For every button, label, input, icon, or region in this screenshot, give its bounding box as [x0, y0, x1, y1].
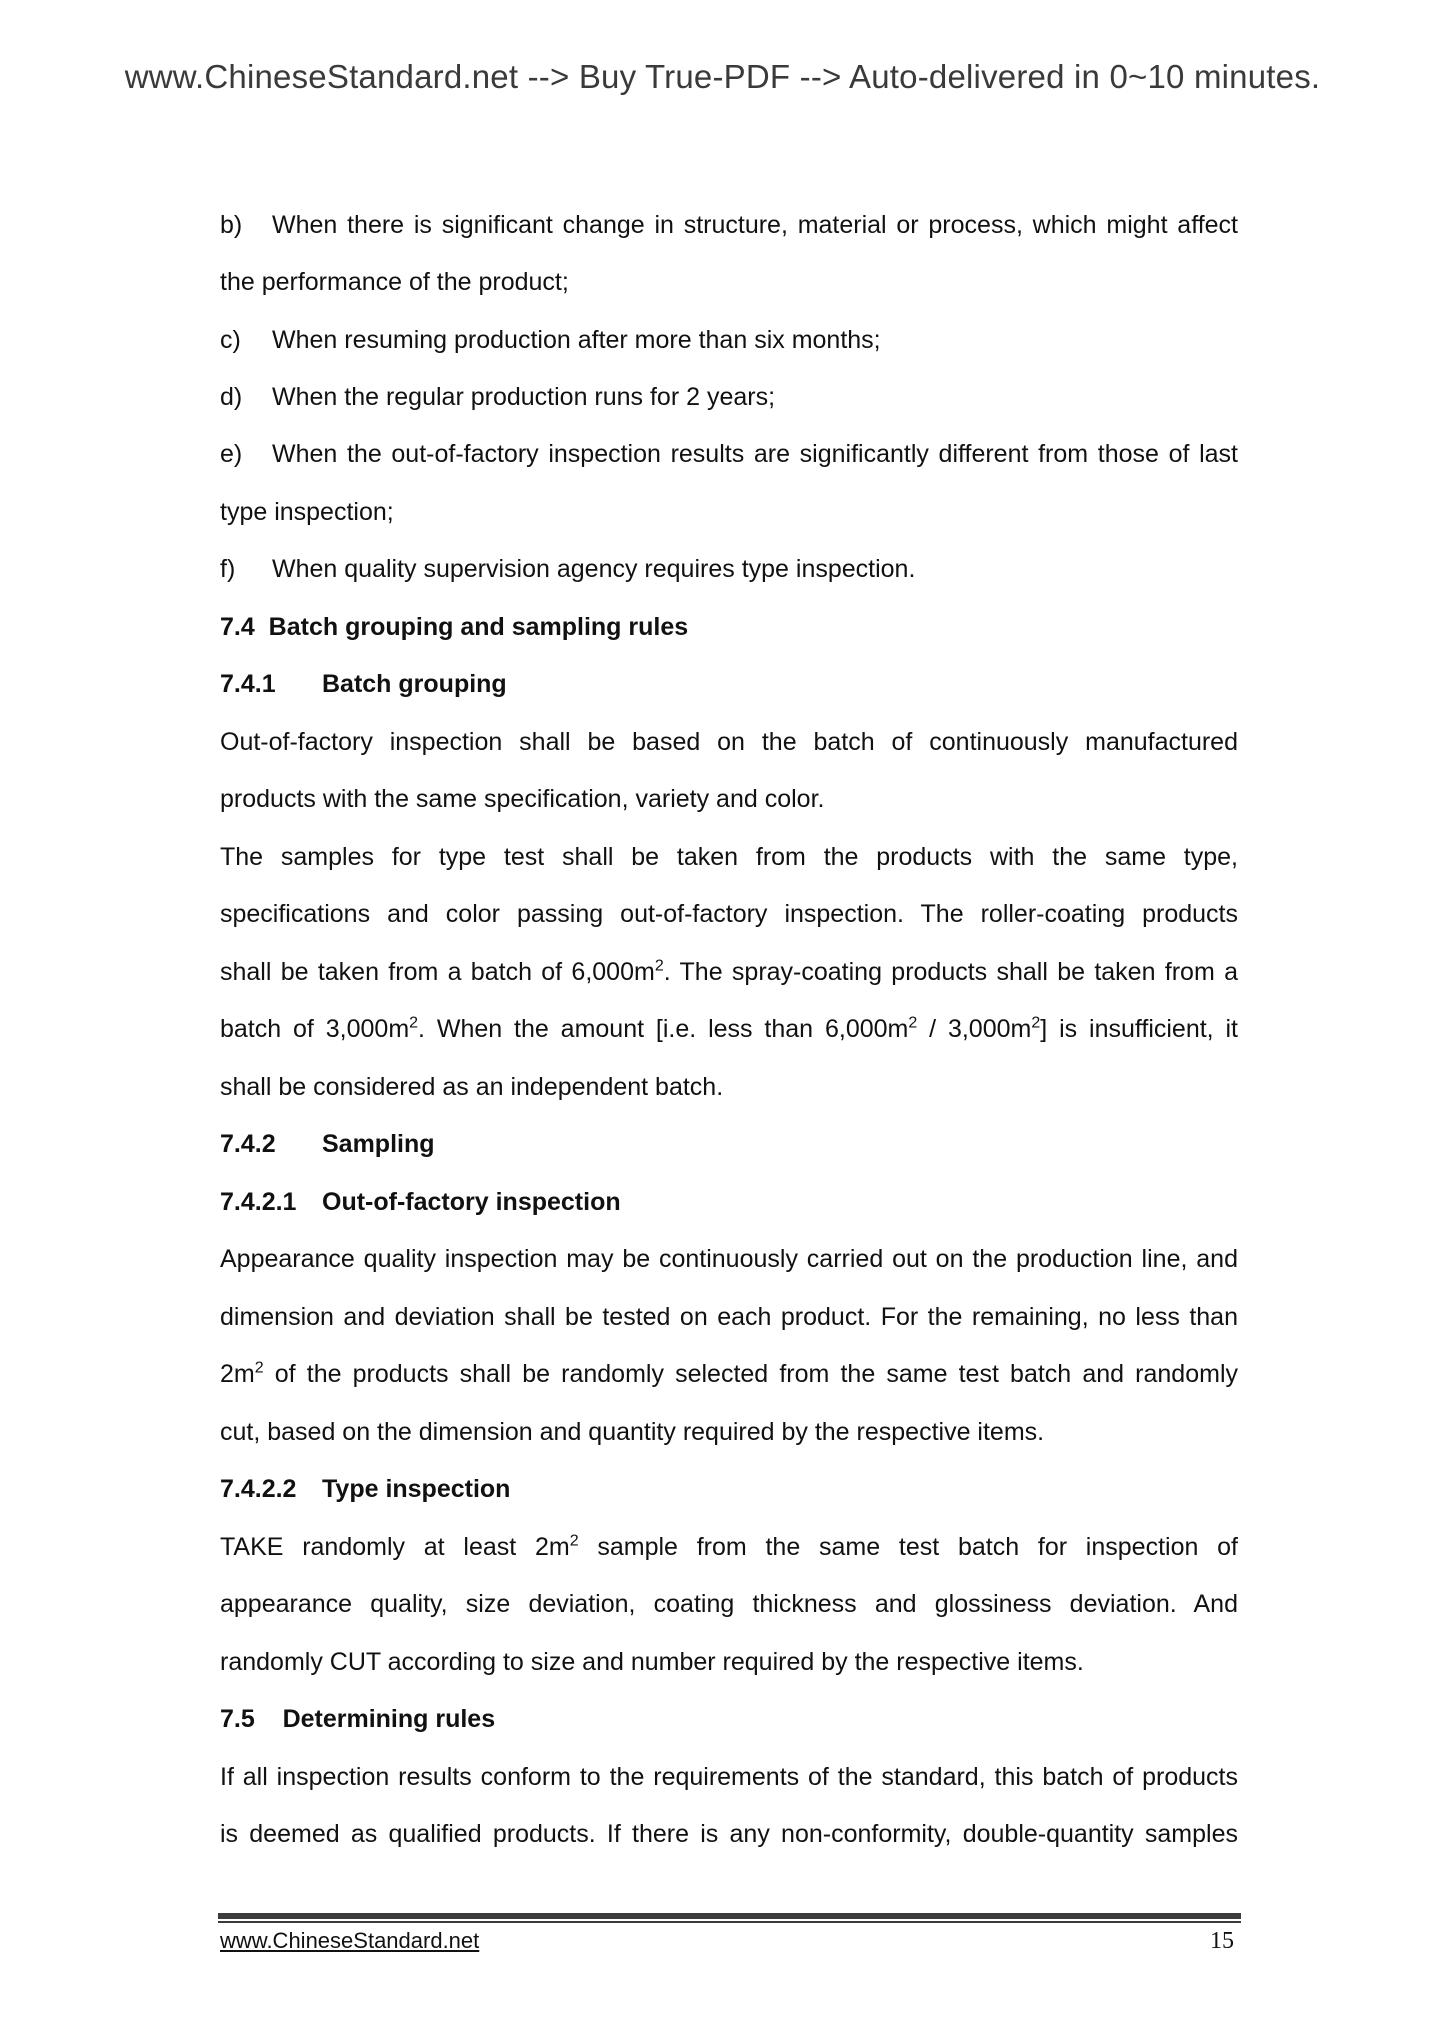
paragraph-line: products with the same specification, variety and color.	[220, 785, 825, 813]
list-label-d: d)	[220, 383, 243, 411]
paragraph-line: dimension and deviation shall be tested on each product. For the remaining, no less than	[220, 1303, 1238, 1331]
paragraph-line: is deemed as qualified products. If there is any non-conformity, double-quantity samples	[220, 1820, 1238, 1848]
footer-rule	[218, 1913, 1241, 1919]
text-run: / 3,000m	[917, 1015, 1032, 1043]
paragraph-line: Out-of-factory inspection shall be based on the batch of continuously manufactured	[220, 728, 1238, 756]
footer-rule-thin	[218, 1921, 1241, 1923]
footer-site-link[interactable]: www.ChineseStandard.net	[220, 1928, 480, 1953]
text-run: . The spray-coating products shall be taken from a	[663, 958, 1238, 986]
paragraph-line: randomly CUT according to size and number required by the respective items.	[220, 1648, 1084, 1676]
list-text-b: When there is significant change in structure, material or process, which might affect	[272, 211, 1238, 239]
paragraph-line: Appearance quality inspection may be continuously carried out on the production line, and	[220, 1245, 1238, 1273]
list-item-d	[220, 382, 1238, 412]
paragraph-line: specifications and color passing out-of-factory inspection. The roller-coating products	[220, 900, 1238, 928]
text-run: shall be taken from a batch of 6,000m	[220, 958, 655, 986]
list-item-e-line2: type inspection;	[220, 498, 394, 526]
heading-7-4-2	[220, 1129, 1238, 1159]
list-item-b-line2: the performance of the product;	[220, 268, 569, 296]
top-banner: www.ChineseStandard.net --> Buy True-PDF --> Auto-delivered in 0~10 minutes.	[124, 58, 1321, 95]
paragraph-line: cut, based on the dimension and quantity required by the respective items.	[220, 1418, 1045, 1446]
text-run: batch of 3,000m	[220, 1015, 410, 1043]
heading-7-4-2-2-title: Type inspection	[322, 1475, 511, 1503]
list-text-c: When resuming production after more than six months;	[272, 326, 881, 354]
list-label-c: c)	[220, 326, 241, 354]
heading-7-5-number: 7.5	[220, 1705, 255, 1733]
list-label-b: b)	[220, 211, 243, 239]
heading-7-4-1-title: Batch grouping	[322, 670, 507, 698]
superscript: 2	[254, 1359, 264, 1377]
heading-7-4-1-number: 7.4.1	[220, 670, 276, 698]
list-item-f	[220, 554, 1238, 584]
text-run: sample from the same test batch for inspection of	[578, 1533, 1238, 1561]
text-run: ] is insufficient, it	[1040, 1015, 1238, 1043]
heading-7-4-2-1-number: 7.4.2.1	[220, 1188, 297, 1216]
paragraph-line: shall be considered as an independent batch.	[220, 1073, 724, 1101]
paragraph-line: If all inspection results conform to the requirements of the standard, this batch of products	[220, 1763, 1238, 1791]
list-item-e-line1	[220, 439, 1238, 469]
text-run: 2m	[220, 1360, 255, 1388]
list-item-c	[220, 325, 1238, 355]
heading-7-4-1	[220, 669, 1238, 699]
superscript: 2	[1031, 1014, 1041, 1032]
heading-7-4-title: Batch grouping and sampling rules	[268, 613, 689, 641]
superscript: 2	[409, 1014, 419, 1032]
heading-7-4-2-title: Sampling	[322, 1130, 435, 1158]
paragraph-line: appearance quality, size deviation, coating thickness and glossiness deviation. And	[220, 1590, 1238, 1618]
heading-7-4-2-1	[220, 1187, 1238, 1217]
list-text-e: When the out-of-factory inspection results are significantly different from those of last	[272, 440, 1238, 468]
list-label-f: f)	[220, 555, 236, 583]
text-run: of the products shall be randomly selected from the same test batch and randomly	[263, 1360, 1238, 1388]
text-run: . When the amount [i.e. less than 6,000m	[418, 1015, 909, 1043]
list-label-e: e)	[220, 440, 243, 468]
paragraph-line	[220, 957, 1238, 987]
heading-7-4-number: 7.4	[220, 613, 255, 641]
paragraph-line	[220, 1532, 1238, 1562]
text-run: TAKE randomly at least 2m	[220, 1533, 570, 1561]
list-text-d: When the regular production runs for 2 years;	[272, 383, 776, 411]
list-text-f: When quality supervision agency requires type inspection.	[272, 555, 916, 583]
paragraph-line: The samples for type test shall be taken from the products with the same type,	[220, 843, 1238, 871]
heading-7-5	[220, 1704, 1238, 1734]
heading-7-4-2-1-title: Out-of-factory inspection	[322, 1188, 621, 1216]
superscript: 2	[569, 1532, 579, 1550]
heading-7-5-title: Determining rules	[282, 1705, 496, 1733]
heading-7-4	[220, 612, 1238, 642]
paragraph-line	[220, 1014, 1238, 1044]
superscript: 2	[908, 1014, 918, 1032]
heading-7-4-2-2	[220, 1474, 1238, 1504]
paragraph-line	[220, 1359, 1238, 1389]
heading-7-4-2-2-number: 7.4.2.2	[220, 1475, 297, 1503]
list-item-b-line1	[220, 210, 1238, 240]
page-number: 15	[1210, 1928, 1234, 1954]
superscript: 2	[654, 957, 664, 975]
heading-7-4-2-number: 7.4.2	[220, 1130, 276, 1158]
